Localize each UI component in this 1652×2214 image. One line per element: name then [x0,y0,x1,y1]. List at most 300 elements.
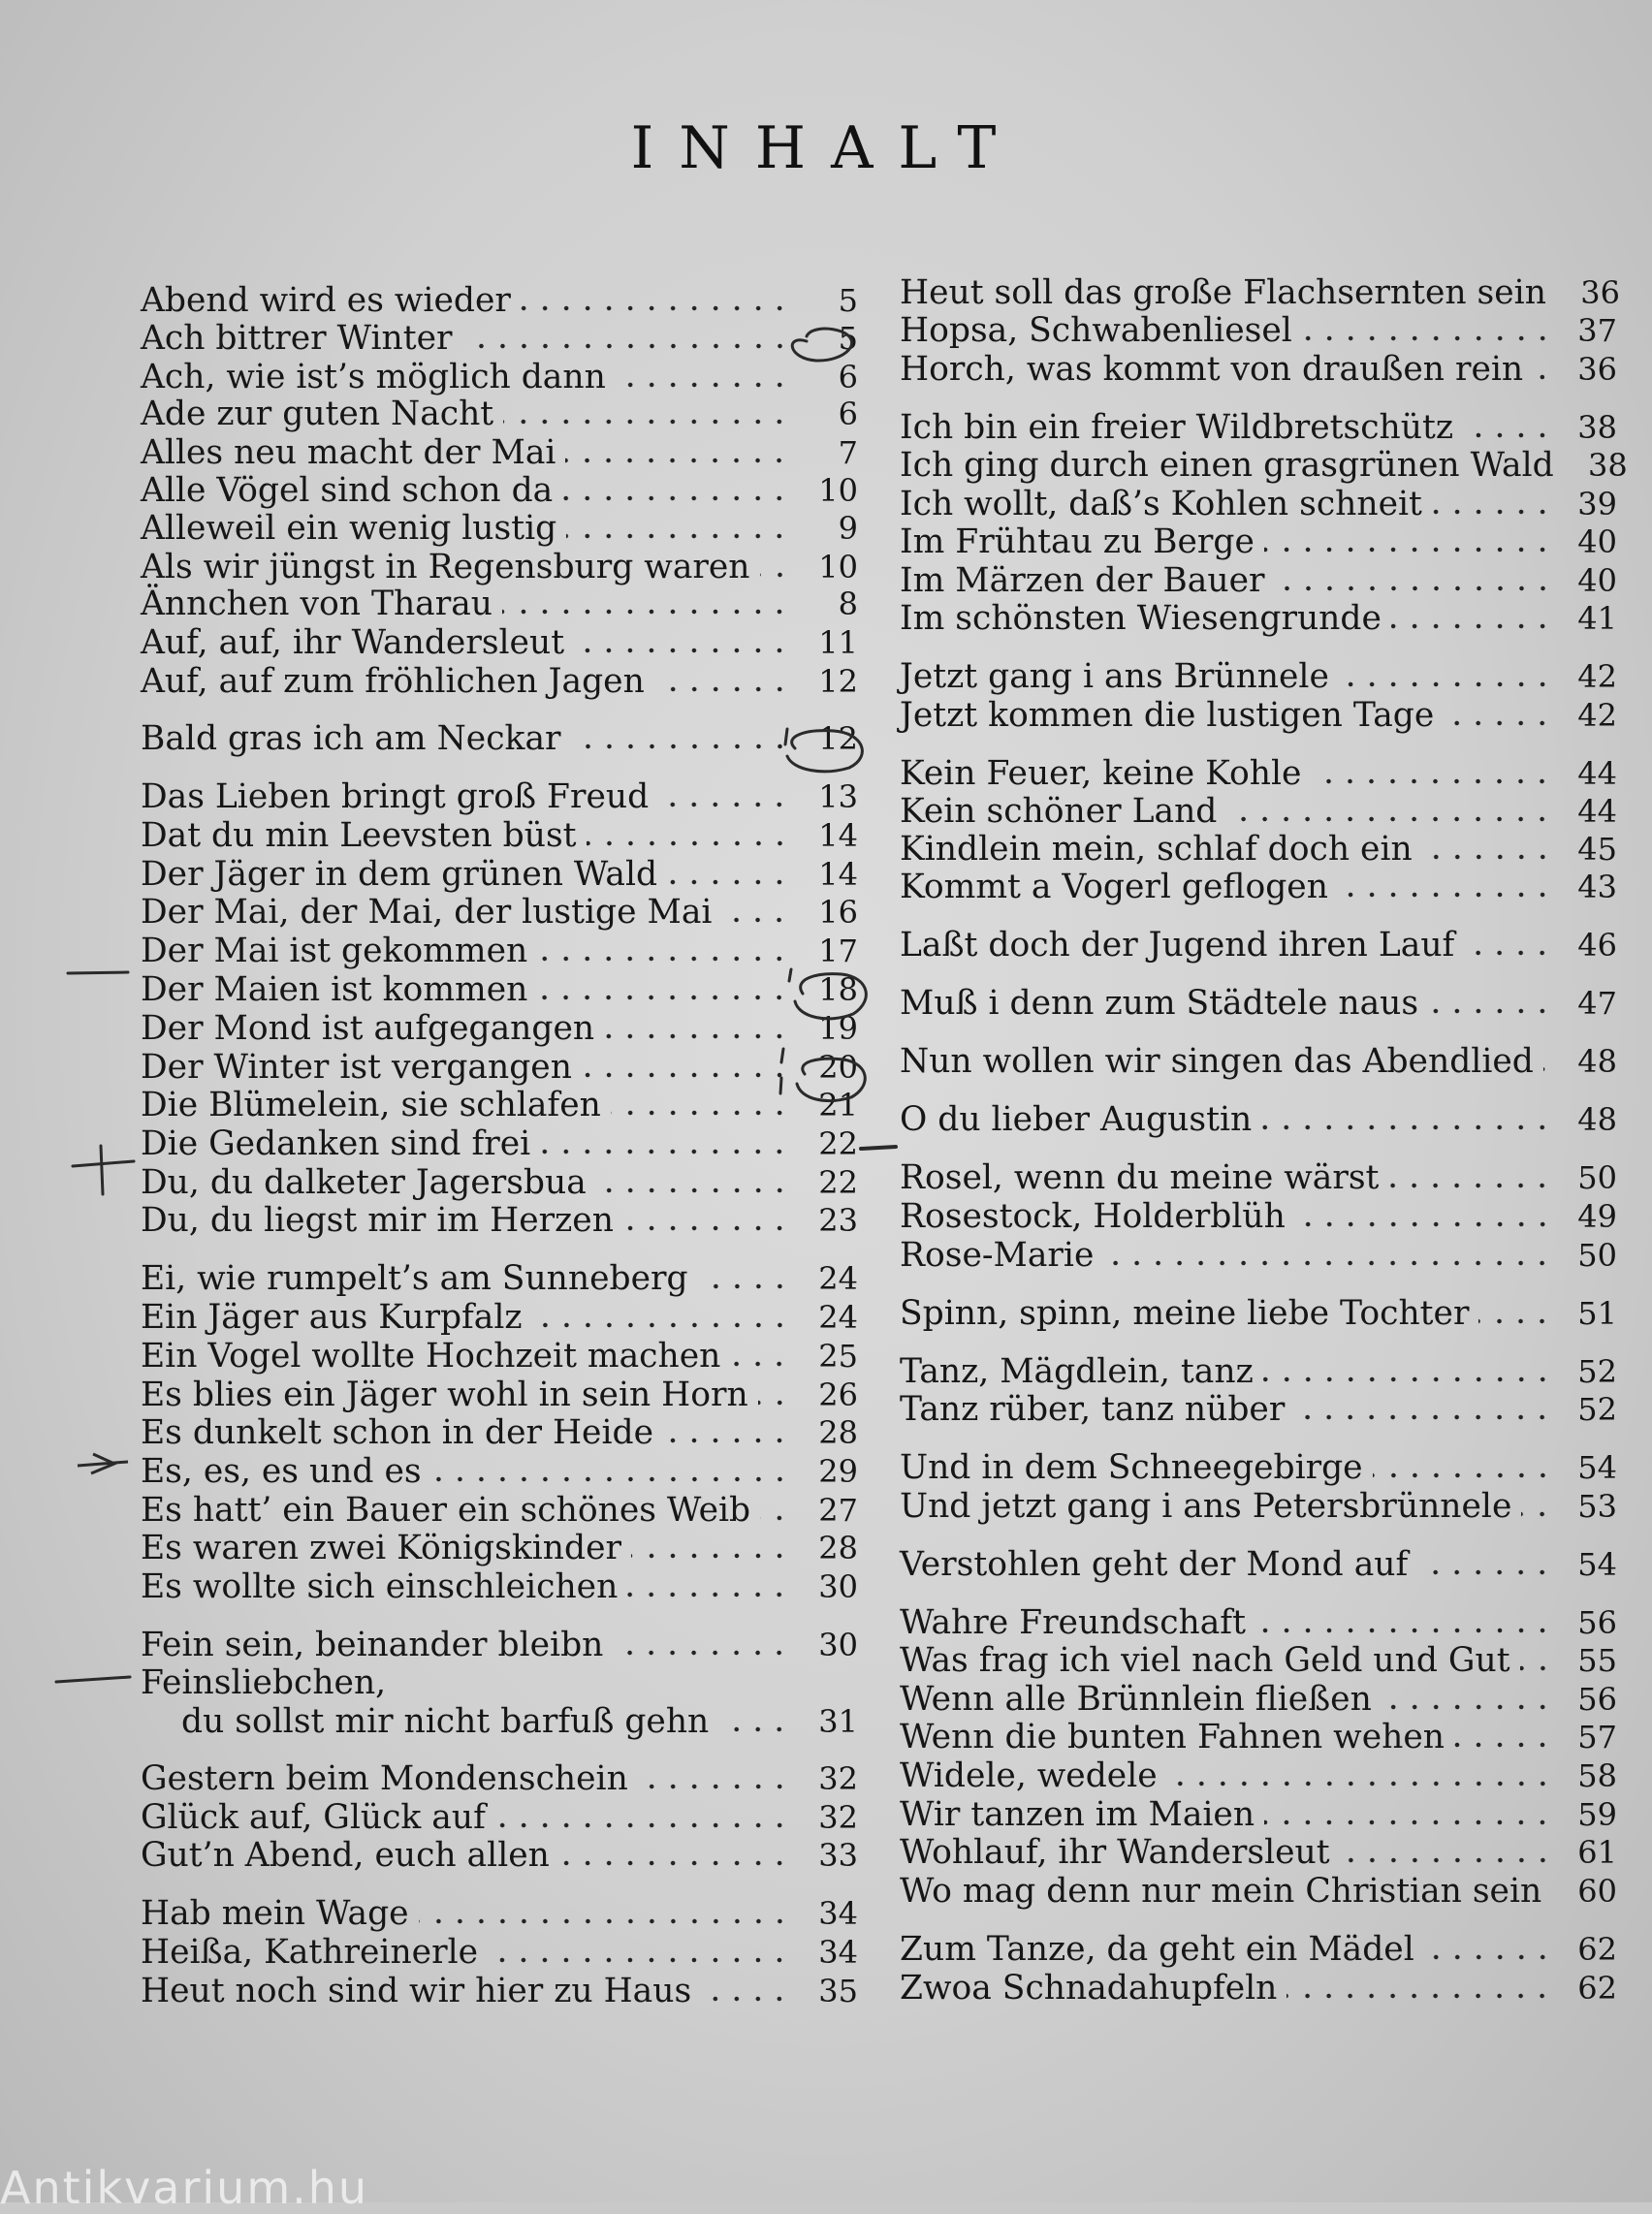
song-title: Wir tanzen im Maien [900,1795,1255,1834]
song-title: Ach, wie ist’s möglich dann [141,358,606,396]
page-number: 40 [1577,562,1617,599]
toc-right-entry [900,1100,1617,1140]
page-number: 61 [1577,1834,1617,1871]
dot-leader [1388,1182,1553,1189]
page-number: 20 [818,1049,858,1086]
toc-right-entry [900,1197,1617,1237]
dot-leader [1294,1413,1553,1421]
song-title: Wenn die bunten Fahnen wehen [900,1718,1445,1756]
toc-right-entry [900,926,1617,965]
dot-leader [566,532,790,540]
page-number: 50 [1577,1237,1617,1274]
toc-left-entry [141,1376,858,1415]
toc-left-entry [141,893,858,933]
toc-left-entry [141,1663,858,1703]
dot-leader [627,1591,790,1598]
song-title: Im Frühtau zu Berge [900,522,1255,561]
dot-leader [1382,1703,1553,1711]
page-number: 10 [818,472,858,509]
toc-left-entry [141,1413,858,1453]
dot-leader [537,994,790,1001]
page-number: 56 [1577,1681,1617,1718]
page-number: 14 [818,856,858,893]
toc-left-entry [141,1836,858,1876]
page-number: 52 [1577,1353,1617,1390]
song-title: Ei, wie rumpelt’s am Sunneberg [141,1259,688,1298]
dot-leader [638,1783,790,1790]
dot-leader [1424,1953,1553,1961]
page-number: 38 [1588,447,1628,484]
toc-left-entry [141,932,858,971]
dot-leader [631,1552,790,1560]
song-title: Die Blümelein, sie schlafen [141,1086,601,1124]
dot-leader [1428,1007,1553,1015]
song-title: Rosel, wenn du meine wärst [900,1158,1380,1197]
toc-right-entry [900,408,1617,448]
toc-left-entry [141,509,858,549]
song-title: Gut’n Abend, euch allen [141,1836,550,1875]
toc-left-entry [141,1048,858,1088]
toc-right-entry [900,350,1617,390]
dot-leader [1454,1741,1553,1749]
page-number: 26 [818,1376,858,1413]
page-number: 6 [838,359,858,395]
toc-left-entry [141,471,858,511]
song-title: Wenn alle Brünnlein fließen [900,1680,1372,1719]
page-number: 55 [1577,1642,1617,1679]
page-number: 12 [818,663,858,700]
page-number: 13 [818,778,858,815]
song-title: Und jetzt gang i ans Petersbrünnele [900,1487,1512,1526]
page-number: 40 [1577,523,1617,560]
song-title: Spinn, spinn, meine liebe Tochter [900,1294,1470,1333]
page-number: 32 [818,1760,858,1797]
dot-leader [1520,1664,1553,1672]
cross-mark [73,1146,134,1194]
dot-leader [760,571,790,579]
dot-leader [495,1821,790,1829]
page-number: 47 [1577,985,1617,1022]
toc-left-entry [141,319,858,359]
song-title: du sollst mir nicht barfuß gehn [181,1702,710,1741]
song-title: Ich bin ein freier Wildbretschütz [900,408,1454,447]
song-title: Heut noch sind wir hier zu Haus [141,1972,692,2010]
arrow-mark [78,1454,128,1473]
song-title: Feinsliebchen, [141,1663,387,1702]
dash-mark [56,1677,130,1682]
toc-left-entry [141,1626,858,1665]
dot-leader [1422,853,1553,861]
page-number: 48 [1577,1043,1617,1080]
song-title: Glück auf, Glück auf [141,1798,486,1837]
toc-left-entry [141,777,858,817]
dot-leader [1302,334,1553,342]
dot-leader [613,1649,790,1657]
toc-left-entry [141,1798,858,1838]
song-title: Der Mai, der Mai, der lustige Mai [141,893,713,932]
song-title: Laßt doch der Jugend ihren Lauf [900,926,1455,965]
song-title: Heißa, Kathreinerle [141,1933,479,1972]
page-number: 22 [818,1125,858,1162]
dot-leader [431,1475,790,1483]
toc-left-entry [141,970,858,1010]
dot-leader [758,1399,790,1407]
page-number: 30 [818,1627,858,1663]
page-number: 16 [818,894,858,931]
song-title: Der Winter ist vergangen [141,1048,572,1087]
song-title: Im Märzen der Bauer [900,561,1265,600]
page-number: 56 [1577,1604,1617,1641]
toc-right-entry [900,1487,1617,1527]
song-title: Alleweil ein wenig lustig [141,509,557,548]
page-number: 12 [818,720,858,757]
song-title: Die Gedanken sind frei [141,1124,531,1163]
page-number: 58 [1577,1757,1617,1794]
toc-right-entry [900,696,1617,736]
toc-left-entry [141,1009,858,1049]
toc-left-entry [141,358,858,397]
dot-leader [1264,546,1553,554]
page-number: 5 [838,320,858,357]
toc-right-entry [900,1390,1617,1430]
song-title: Hab mein Wage [141,1894,409,1933]
page-number: 52 [1577,1391,1617,1428]
page-number: 14 [818,817,858,854]
song-title: Alles neu macht der Mai [141,433,556,472]
toc-right-entry [900,1042,1617,1082]
song-title: Ade zur guten Nacht [141,395,494,433]
song-title: Jetzt gang i ans Brünnele [900,657,1329,696]
dot-leader [1167,1780,1553,1787]
song-title: Tanz rüber, tanz nüber [900,1390,1286,1429]
song-title: Hopsa, Schwabenliesel [900,311,1292,350]
page-number: 54 [1577,1546,1617,1583]
dot-leader [701,1995,790,2003]
dot-leader [1417,1568,1553,1576]
dot-leader [596,1186,790,1194]
page-number: 24 [818,1299,858,1336]
page-number: 19 [818,1010,858,1047]
toc-left-entry [141,585,858,624]
dot-leader [462,342,790,350]
dot-leader [559,1859,790,1867]
song-title: Du, du dalketer Jagersbua [141,1163,587,1202]
song-title: Es hatt’ ein Bauer ein schönes Weib [141,1491,751,1530]
song-title: Horch, was kommt von draußen rein [900,350,1524,389]
page-number: 39 [1577,486,1617,522]
page-number: 32 [818,1799,858,1836]
dot-leader [419,1917,790,1925]
page-number: 38 [1577,409,1617,446]
toc-left-entry [141,1259,858,1299]
toc-left-entry [141,1337,858,1376]
dash-mark [861,1147,896,1149]
dot-leader [1533,373,1553,381]
toc-left-entry [141,433,858,473]
dot-leader [658,801,790,808]
page-number: 31 [818,1703,858,1740]
toc-right-entry [900,485,1617,524]
dot-leader [532,1321,790,1329]
page-number: 44 [1577,793,1617,830]
song-title: Ich wollt, daß’s Kohlen schneit [900,485,1422,523]
dot-leader [730,1360,790,1368]
dot-leader [488,1956,790,1964]
page-number: 43 [1577,869,1617,905]
toc-right-entry [900,1641,1617,1681]
toc-left-entry [141,1933,858,1973]
toc-right-entry [900,1872,1617,1912]
dot-leader [503,418,790,426]
dot-leader [604,1032,790,1040]
dot-leader [1521,1510,1553,1518]
dot-leader [1444,719,1553,727]
toc-left-entry [141,719,858,759]
toc-left-entry [141,623,858,663]
toc-right-entry [900,1969,1617,2008]
song-title: Bald gras ich am Neckar [141,719,561,758]
toc-left-entry [141,1163,858,1203]
song-title: Ein Jäger aus Kurpfalz [141,1298,523,1337]
page-number: 22 [818,1164,858,1201]
song-title: Auf, auf, ihr Wandersleut [141,623,565,662]
dot-leader [565,457,790,464]
toc-right-entry [900,984,1617,1024]
song-title: Der Jäger in dem grünen Wald [141,855,658,894]
song-title: Auf, auf zum fröhlichen Jagen [141,662,645,701]
dot-leader [396,1687,790,1694]
dot-leader [521,304,790,312]
toc-left-entry [141,662,858,702]
toc-right-entry [900,1718,1617,1757]
toc-right-entry [900,1352,1617,1392]
song-title: Wo mag denn nur mein Christian sein [900,1872,1542,1911]
dot-leader [540,1148,790,1155]
dot-leader [1432,508,1553,516]
song-title: Der Maien ist kommen [141,970,528,1009]
dot-leader [562,494,790,502]
page-number: 28 [818,1530,858,1566]
page-number: 8 [838,585,858,622]
dot-leader [582,1071,790,1079]
toc-right-entry [900,1158,1617,1198]
dot-leader [611,1109,790,1117]
song-title: Ännchen von Tharau [141,585,493,623]
toc-left-entry [141,548,858,587]
toc-left-entry [141,1567,858,1607]
song-title: Der Mai ist gekommen [141,932,528,970]
page-number: 11 [818,624,858,661]
dot-leader [616,381,790,389]
toc-right-entry [900,830,1617,870]
page-number: 46 [1577,927,1617,964]
page-number: 6 [838,395,858,432]
page-number: 36 [1580,274,1620,311]
page-number: 23 [818,1202,858,1239]
song-title: Jetzt kommen die lustigen Tage [900,696,1435,735]
page-number: 42 [1577,658,1617,695]
page-number: 18 [818,971,858,1008]
song-title: O du lieber Augustin [900,1100,1253,1139]
song-title: Ich ging durch einen grasgrünen Wald [900,446,1554,485]
song-title: Im schönsten Wiesengrunde [900,599,1382,638]
toc-right-entry [900,657,1617,697]
song-title: Dat du min Leevsten büst [141,816,577,855]
dot-leader [698,1282,790,1290]
dot-leader [663,1437,790,1444]
song-title: Fein sein, beinander bleibn [141,1626,604,1664]
dot-leader [1340,1856,1553,1864]
toc-left-entry [141,1972,858,2011]
song-title: Wohlauf, ihr Wandersleut [900,1833,1330,1872]
dot-leader [1255,1627,1553,1634]
dot-leader [1275,585,1554,592]
song-title: Kein Feuer, keine Kohle [900,754,1302,793]
dot-leader [721,916,790,924]
toc-left-entry [141,281,858,321]
song-title: Es blies ein Jäger wohl in sein Horn [141,1376,748,1414]
dot-leader [1373,1471,1553,1479]
page-number: 37 [1577,312,1617,349]
page-number: 25 [818,1338,858,1375]
dot-leader [1311,777,1553,785]
page-number: 17 [818,933,858,969]
toc-right-entry [900,1236,1617,1276]
page-number: 36 [1577,351,1617,388]
dot-leader [1264,1819,1553,1826]
page-number: 48 [1577,1101,1617,1138]
song-title: Es wollte sich einschleichen [141,1567,619,1606]
song-title: Der Mond ist aufgegangen [141,1009,595,1048]
page-number: 33 [818,1837,858,1874]
song-title: Das Lieben bringt groß Freud [141,777,650,816]
dot-leader [1263,1376,1553,1383]
page-number: 9 [838,510,858,547]
toc-right-entry [900,273,1620,313]
page-number: 7 [838,434,858,471]
song-title: Rose-Marie [900,1236,1095,1275]
song-title: Und in dem Schneegebirge [900,1448,1363,1487]
song-title: Nun wollen wir singen das Abendlied [900,1042,1534,1081]
toc-right-entry [900,1603,1617,1643]
page-number: 60 [1577,1873,1617,1910]
dot-leader [574,647,790,654]
song-title: Als wir jüngst in Regensburg waren [141,548,750,586]
dot-leader [1226,815,1553,823]
page-number: 45 [1577,831,1617,868]
dot-leader [537,955,790,963]
page-number: 50 [1577,1159,1617,1196]
toc-right-entry [900,446,1628,486]
dot-leader [1295,1220,1553,1228]
page-number: 27 [818,1492,858,1529]
dot-leader [1543,1065,1553,1073]
dot-leader [1338,891,1553,899]
dot-leader [1464,949,1553,957]
page-number: 21 [818,1087,858,1123]
song-title: Kindlein mein, schlaf doch ein [900,830,1413,869]
page-number: 34 [818,1895,858,1932]
toc-left-entry [141,1894,858,1934]
toc-right-entry [900,1833,1617,1873]
song-title: Rosestock, Holderblüh [900,1197,1286,1236]
toc-right-entry [900,1795,1617,1835]
song-title: Widele, wedele [900,1756,1158,1795]
song-title: Es dunkelt schon in der Heide [141,1413,653,1452]
toc-left-entry [141,816,858,856]
toc-right-entry [900,1930,1617,1970]
song-title: Tanz, Mägdlein, tanz [900,1352,1254,1391]
page-number: 41 [1577,600,1617,637]
page-number: 59 [1577,1796,1617,1833]
song-title: Alle Vögel sind schon da [141,471,554,510]
toc-left-entry [141,1452,858,1492]
toc-left-entry [141,1491,858,1531]
song-title: Verstohlen geht der Mond auf [900,1545,1409,1584]
page-title: INHALT [630,114,1022,182]
page-number: 35 [818,1973,858,2009]
toc-right-entry [900,561,1617,601]
dot-leader [1103,1259,1553,1267]
toc-right-entry [900,868,1617,907]
toc-left-entry [141,1529,858,1568]
page-number: 54 [1577,1449,1617,1486]
song-title: Es, es, es und es [141,1452,422,1491]
page-number: 28 [818,1414,858,1451]
page-number: 62 [1577,1970,1617,2007]
dot-leader [760,1514,790,1522]
toc-right-entry [900,1448,1617,1488]
toc-left-entry [141,1201,858,1241]
dot-leader [1463,431,1553,439]
song-title: Ein Vogel wollte Hochzeit machen [141,1337,721,1376]
toc-right-entry [900,522,1617,562]
song-title: Kommt a Vogerl geflogen [900,868,1328,906]
song-title: Ach bittrer Winter [141,319,453,358]
page-number: 62 [1577,1931,1617,1968]
page-number: 29 [818,1453,858,1490]
toc-left-entry [141,1759,858,1799]
dot-leader [587,839,790,847]
toc-left-entry [141,1124,858,1164]
dot-leader [667,878,790,886]
dot-leader [1261,1123,1553,1131]
song-title: Zum Tanze, da geht ein Mädel [900,1930,1414,1969]
watermark-text: Antikvarium.hu [0,2162,369,2214]
dot-leader [1391,622,1553,630]
song-title: Du, du liegst mir im Herzen [141,1201,614,1240]
dot-leader [1339,680,1553,688]
toc-right-entry [900,1545,1617,1585]
page-number: 10 [818,549,858,585]
page-number: 53 [1577,1488,1617,1525]
page-number: 49 [1577,1198,1617,1235]
song-title: Heut soll das große Flachsernten sein [900,273,1546,312]
toc-right-entry [900,311,1617,351]
page-number: 57 [1577,1719,1617,1755]
toc-right-entry [900,754,1617,794]
toc-left-entry [141,855,858,895]
toc-left-entry [141,1702,858,1742]
dot-leader [654,685,790,693]
song-title: Muß i denn zum Städtele naus [900,984,1419,1023]
song-title: Gestern beim Mondenschein [141,1759,628,1798]
dot-leader [571,743,790,750]
dot-leader [623,1224,790,1232]
song-title: Kein schöner Land [900,792,1218,831]
page-number: 44 [1577,755,1617,792]
page-number: 34 [818,1934,858,1971]
